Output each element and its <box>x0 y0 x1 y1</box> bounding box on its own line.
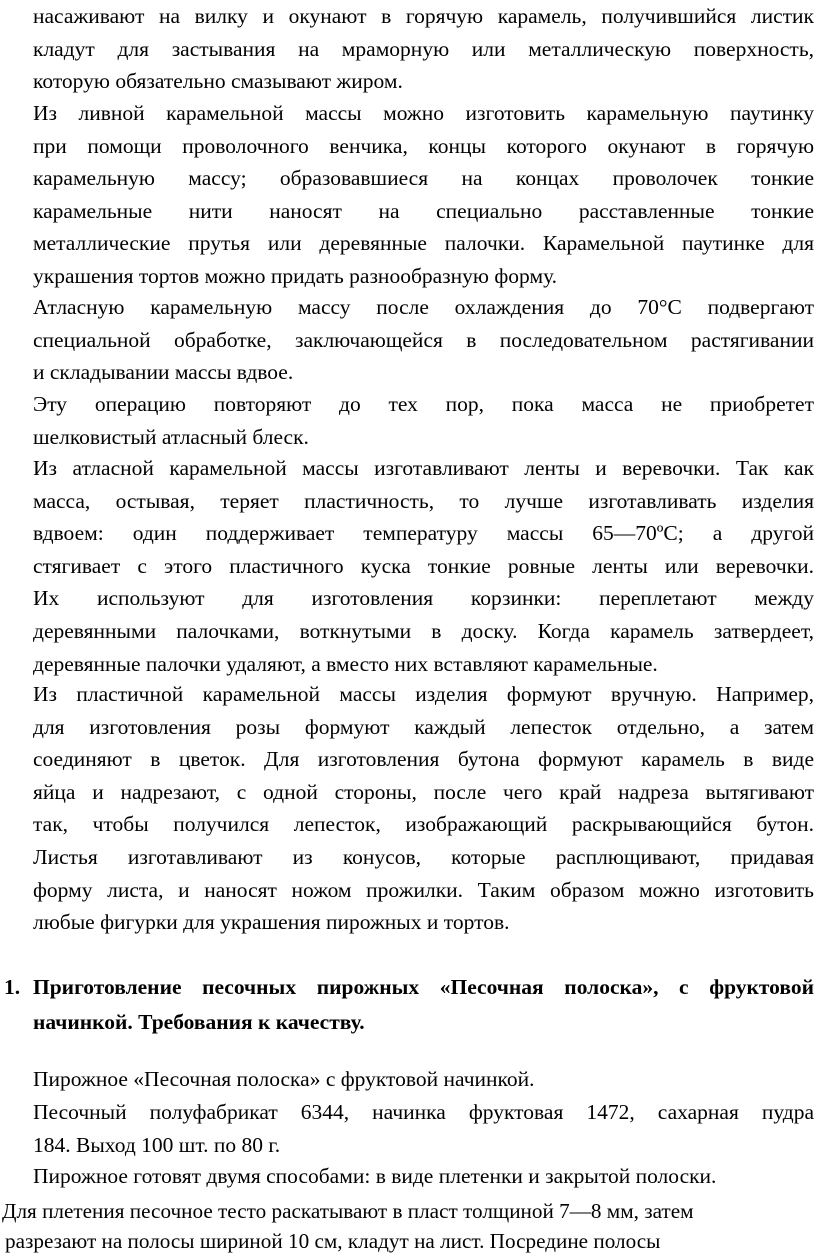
text-line: разрезают на полосы шириной 10 см, кладут на лист. Посредине полосы <box>5 1229 661 1253</box>
text-line: Листья изготавливают из конусов, которые расплющивают, придавая <box>33 844 814 869</box>
text-line: яйца и надрезают, с одной стороны, после чего край надреза вытягивают <box>33 779 814 804</box>
section-paragraph-2 <box>33 1096 814 1161</box>
text-line: Эту операцию повторяют до тех пор, пока масса не приобретет <box>33 392 814 416</box>
section-paragraph-3 <box>33 1160 814 1193</box>
heading-number: 1. <box>4 975 21 999</box>
section-paragraph-1 <box>33 1063 814 1096</box>
text-line: карамельную массу; образовавшиеся на концах проволочек тонкие <box>33 166 814 191</box>
heading-line: Приготовление песочных пирожных «Песочная полоска», с фруктовой <box>33 975 814 999</box>
text-line: Из атласной карамельной массы изготавливают ленты и веревочки. Так как <box>33 456 814 480</box>
text-line: Атласную карамельную массу после охлаждения до 70°С подвергают <box>33 295 814 319</box>
text-line: Песочный полуфабрикат 6344, начинка фруктовая 1472, сахарная пудра <box>33 1100 814 1124</box>
text-line: стягивает с этого пластичного куска тонкие ровные ленты или веревочки. <box>33 553 814 578</box>
paragraph-1 <box>33 0 814 98</box>
text-line: украшения тортов можно придать разнообразную форму. <box>33 263 558 288</box>
tail-paragraph <box>0 1196 816 1256</box>
paragraph-3 <box>33 291 814 389</box>
text-line: карамельные нити наносят на специально расставленные тонкие <box>33 198 814 223</box>
text-line: Пирожное готовят двумя способами: в виде плетенки и закрытой полоски. <box>33 1164 717 1188</box>
text-line: Пирожное «Песочная полоска» с фруктовой начинкой. <box>33 1067 535 1091</box>
text-line: насаживают на вилку и окунают в горячую карамель, получившийся листик <box>33 4 814 28</box>
text-line: для изготовления розы формуют каждый лепесток отдельно, а затем <box>33 714 814 739</box>
text-line: соединяют в цветок. Для изготовления бутона формуют карамель в виде <box>33 747 814 772</box>
text-line: специальной обработке, заключающейся в последовательном растягивании <box>33 327 814 352</box>
text-line: кладут для застывания на мраморную или металлическую поверхность, <box>33 36 814 61</box>
text-line: Их используют для изготовления корзинки: переплетают между <box>33 586 814 611</box>
text-line: которую обязательно смазывают жиром. <box>33 69 403 94</box>
text-line: форму листа, и наносят ножом прожилки. Таким образом можно изготовить <box>33 877 814 902</box>
text-line: так, чтобы получился лепесток, изображающий раскрывающийся бутон. <box>33 812 814 837</box>
paragraph-5 <box>33 452 814 680</box>
paragraph-6 <box>33 678 814 939</box>
text-line: Из пластичной карамельной массы изделия формуют вручную. Например, <box>33 682 814 706</box>
text-line: любые фигурки для украшения пирожных и тортов. <box>33 910 510 935</box>
text-line: масса, остывая, теряет пластичность, то лучше изготавливать изделия <box>33 488 814 513</box>
text-line: шелковистый атласный блеск. <box>33 424 309 449</box>
text-line: металлические прутья или деревянные палочки. Карамельной паутинке для <box>33 231 814 256</box>
paragraph-2 <box>33 97 814 293</box>
text-line: 184. Выход 100 шт. по 80 г. <box>33 1132 281 1157</box>
text-line: и складывании массы вдвое. <box>33 360 294 385</box>
section-heading <box>0 970 816 1040</box>
text-line: при помощи проволочного венчика, концы которого окунают в горячую <box>33 133 814 158</box>
heading-line: начинкой. Требования к качеству. <box>33 1010 365 1034</box>
text-line: деревянными палочками, воткнутыми в доску. Когда карамель затвердеет, <box>33 618 814 643</box>
text-line: Из ливной карамельной массы можно изготовить карамельную паутинку <box>33 101 814 125</box>
text-line: вдвоем: один поддерживает температуру массы 65—70ºС; а другой <box>33 521 814 546</box>
text-line: деревянные палочки удаляют, а вместо них вставляют карамельные. <box>33 651 658 676</box>
text-line: Для плетения песочное тесто раскатывают в пласт толщиной 7—8 мм, затем <box>2 1199 694 1223</box>
paragraph-4 <box>33 388 814 453</box>
